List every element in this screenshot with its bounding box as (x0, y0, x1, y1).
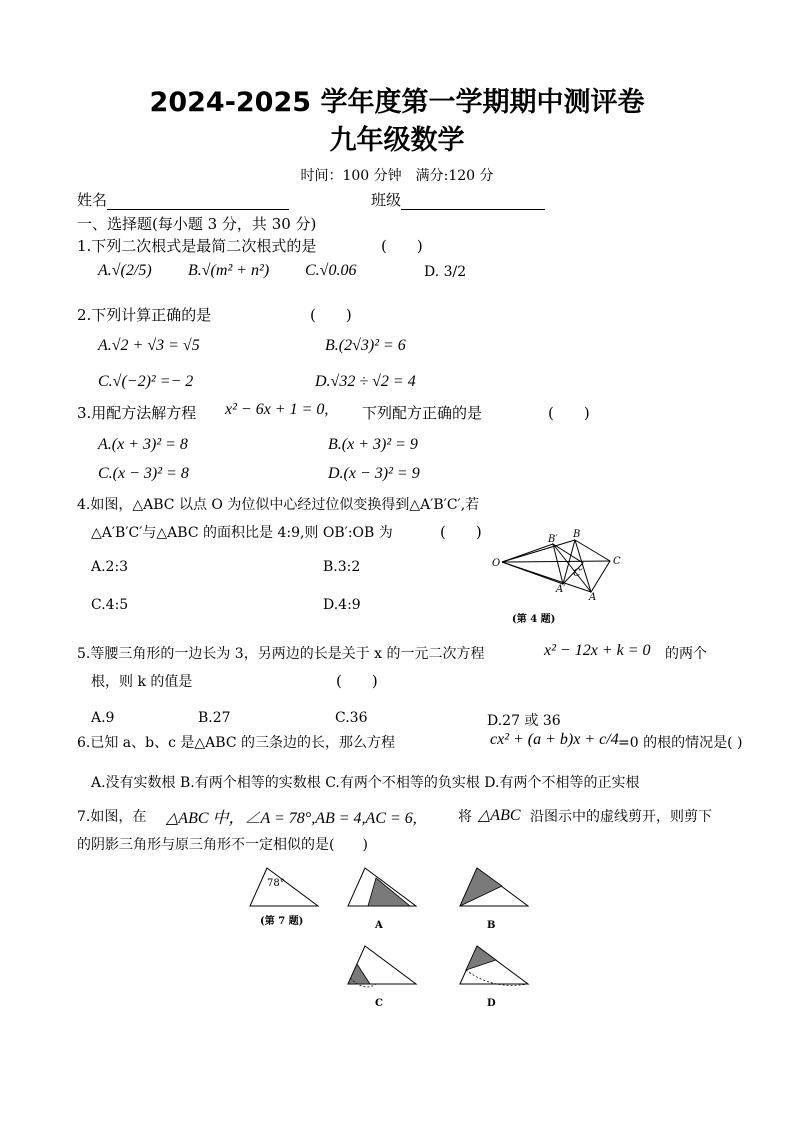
q1-option-a: A.√(2/5) (98, 262, 152, 279)
q7-option-d-label: D (487, 998, 496, 1009)
q5-option-d: D.27 或 36 (487, 713, 561, 729)
q5-option-c: C.36 (335, 710, 368, 726)
q1-option-b: B.√(m² + n²) (188, 262, 270, 279)
q4-label-B: B (573, 529, 581, 540)
q7-line-1a: 7.如图，在 (77, 809, 147, 825)
q4-caption: (第 4 题) (512, 614, 556, 625)
q7-option-b-label: B (487, 920, 496, 931)
q7-main-angle: 78° (267, 878, 285, 889)
class-blank[interactable] (401, 193, 545, 210)
q4-label-C: C (613, 556, 621, 567)
q6-equation: cx² + (a + b)x + c/4 (490, 731, 619, 748)
q2-option-d: D.√32 ÷ √2 = 4 (315, 373, 416, 390)
q5-option-b: B.27 (198, 710, 231, 726)
q4-option-b: B.3:2 (323, 559, 361, 575)
q4-option-c: C.4:5 (91, 597, 129, 613)
q4-label-A: A (589, 592, 597, 603)
section-heading: 一、选择题(每小题 3 分，共 30 分) (77, 215, 317, 233)
q3-option-d: D.(x − 3)² = 9 (328, 465, 420, 482)
q7-a-shaded-triangle (368, 878, 410, 906)
q7-figure-main (242, 862, 327, 932)
name-field-row (77, 189, 289, 210)
q4-option-d: D.4:9 (323, 597, 361, 613)
q7-c-shaded-triangle (348, 964, 370, 984)
q7-main-caption: (第 7 题) (260, 916, 304, 927)
class-label: 班级 (371, 191, 402, 209)
q7-figure-option-c (340, 940, 425, 1010)
q4-line-2: △A′B′C′与△ABC 的面积比是 4:9,则 OB′:OB 为 (91, 525, 393, 541)
q7-line-1b: 将 (458, 809, 472, 825)
q3-tail: 下列配方正确的是 (362, 404, 483, 422)
name-label: 姓名 (77, 191, 108, 209)
q3-option-b: B.(x + 3)² = 9 (328, 436, 418, 453)
q2-option-b: B.(2√3)² = 6 (325, 337, 406, 354)
q7-b-shaded-triangle (460, 868, 502, 906)
exam-meta: 时间：100 分钟 满分:120 分 (300, 168, 494, 184)
q7-line-1c: 沿图示中的虚线剪开，则剪下 (530, 809, 712, 825)
q4-paren: ( ) (440, 523, 482, 541)
page-subtitle: 九年级数学 (329, 125, 465, 156)
q3-equation: x² − 6x + 1 = 0, (225, 401, 329, 418)
q4-figure (490, 528, 630, 628)
q3-stem: 3.用配方法解方程 (77, 404, 197, 422)
q7-condition: △ABC 中，∠A = 78°,AB = 4,AC = 6, (166, 810, 417, 827)
q6-options: A.没有实数根 B.有两个相等的实数根 C.有两个不相等的负实根 D.有两个不相等的正实根 (91, 775, 640, 791)
q4-option-a: A.2:3 (91, 559, 129, 575)
q3-option-c: C.(x − 3)² = 8 (98, 465, 189, 482)
q5-paren: ( ) (336, 672, 378, 690)
q5-line-1a: 5.等腰三角形的一边长为 3，另两边的长是关于 x 的一元二次方程 (77, 646, 485, 662)
q2-option-a: A.√2 + √3 = √5 (98, 337, 200, 354)
q7-option-c-label: C (375, 998, 383, 1009)
q6-tail: =0 的根的情况是( ) (618, 735, 743, 751)
q7-figure-option-d (452, 940, 537, 1010)
q6-stem: 6.已知 a、b、c 是△ABC 的三条边的长，那么方程 (77, 735, 395, 751)
q5-line-2: 根，则 k 的值是 (91, 674, 193, 690)
q7-d-shaded-triangle (466, 946, 496, 970)
q4-label-Ap: A′ (556, 584, 566, 595)
q2-stem: 2.下列计算正确的是 (77, 306, 212, 324)
q4-line-1: 4.如图，△ABC 以点 O 为位似中心经过位似变换得到△A′B′C′,若 (77, 497, 480, 513)
q4-label-Cp: C′ (573, 568, 583, 579)
q1-option-c: C.√0.06 (305, 262, 357, 279)
q1-stem: 1.下列二次根式是最简二次根式的是 (77, 237, 317, 255)
q3-paren: ( ) (548, 404, 590, 422)
q5-option-a: A.9 (91, 710, 115, 726)
q1-paren: ( ) (381, 237, 423, 255)
q3-option-a: A.(x + 3)² = 8 (98, 436, 188, 453)
q2-option-c: C.√(−2)² =− 2 (98, 373, 194, 390)
q7-triangle: △ABC (478, 807, 521, 824)
q7-line-2: 的阴影三角形与原三角形不一定相似的是( ) (77, 837, 368, 853)
name-blank[interactable] (107, 193, 289, 210)
q4-label-O: O (492, 558, 501, 569)
q5-equation: x² − 12x + k = 0 (544, 642, 651, 659)
q2-paren: ( ) (310, 306, 352, 324)
q1-option-d: D. 3/2 (424, 264, 467, 280)
page-title: 2024-2025 学年度第一学期期中测评卷 (149, 87, 645, 118)
q4-label-Bp: B′ (548, 534, 558, 545)
q7-figure-option-b (452, 862, 537, 932)
q7-option-a-label: A (375, 920, 383, 931)
class-field-row (371, 189, 545, 210)
q7-figure-option-a (340, 862, 425, 932)
q5-line-1b: 的两个 (665, 646, 707, 662)
